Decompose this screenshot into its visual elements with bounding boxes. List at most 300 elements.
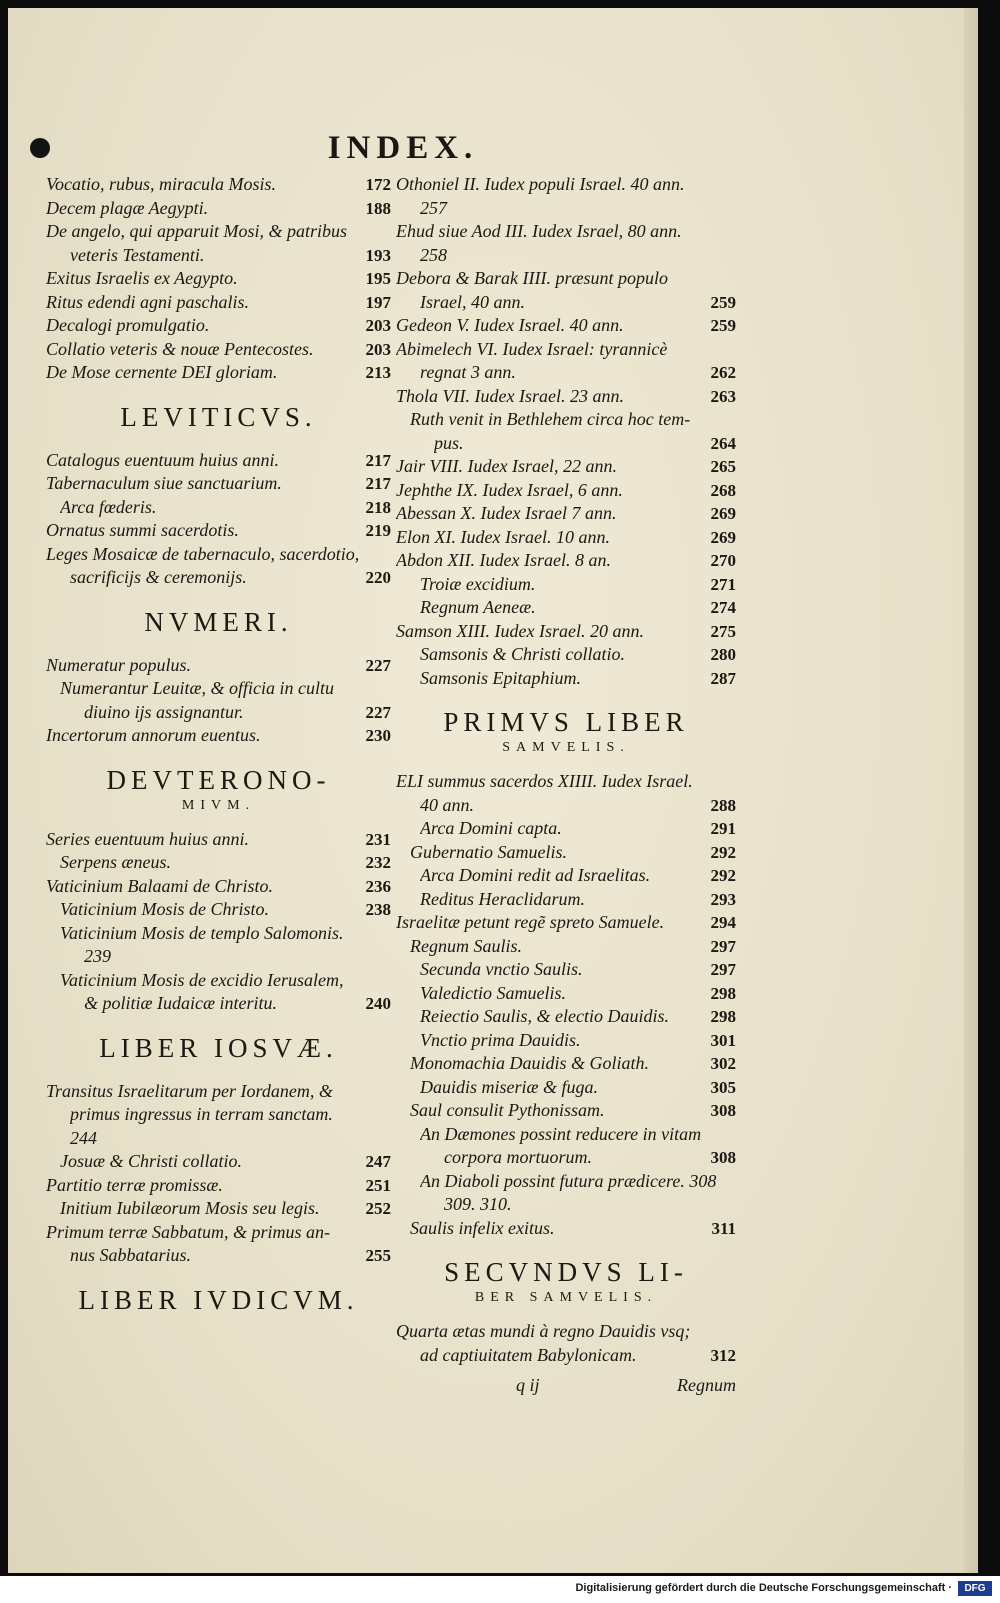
heading-samuel-1: PRIMVS LIBER — [443, 707, 689, 737]
index-entry — [46, 220, 391, 267]
entry-page: 294 — [710, 913, 736, 932]
entry-line — [396, 770, 736, 794]
heading-samuel-2-sub: BER SAMVELIS. — [474, 1290, 658, 1305]
entry-cont-page: 244 — [70, 1127, 97, 1148]
entry-text: Leges Mosaicæ de tabernaculo, sacerdotio, — [46, 543, 360, 564]
entry-line — [46, 220, 391, 244]
index-entry — [396, 620, 736, 644]
entry-line — [60, 1150, 391, 1174]
entry-line — [420, 667, 736, 691]
entry-text: Troiæ excidium. — [420, 573, 536, 594]
entry-cont-text: nus Sabbatarius. — [70, 1245, 192, 1265]
entry-continuation — [420, 1146, 736, 1170]
entry-text: Othoniel II. Iudex populi Israel. 40 ann. — [396, 174, 685, 194]
entry-text: Vaticinium Balaami de Christo. — [46, 875, 273, 896]
entry-page: 218 — [365, 497, 391, 517]
entry-line — [420, 982, 736, 1006]
entry-continuation — [46, 566, 391, 590]
entry-line — [46, 875, 391, 899]
entry-text: De Mose cernente DEI gloriam. — [46, 362, 278, 382]
entry-page: 232 — [365, 853, 391, 872]
signature-mark: q ij — [516, 1375, 540, 1395]
entry-line — [396, 620, 736, 644]
index-entry — [396, 173, 736, 220]
entry-page: 280 — [710, 645, 736, 664]
entry-line — [46, 449, 391, 473]
entry-line — [420, 1005, 736, 1029]
index-entry — [396, 1005, 736, 1029]
entry-text: Israelitæ petunt regẽ spreto Samuele. — [396, 912, 665, 932]
index-entry — [46, 496, 391, 520]
entry-line — [46, 291, 391, 315]
entry-line — [410, 1217, 736, 1241]
entry-page: 269 — [710, 527, 736, 547]
index-entry — [396, 314, 736, 338]
entry-text: Vaticinium Mosis de templo Salomonis. — [60, 922, 344, 943]
entry-page: 302 — [710, 1054, 736, 1073]
entry-line — [46, 173, 391, 197]
entry-line — [46, 1221, 391, 1245]
entry-continuation — [60, 945, 391, 969]
index-entry — [396, 455, 736, 479]
entry-page: 308 — [710, 1148, 736, 1167]
entry-page: 252 — [365, 1199, 391, 1218]
entry-page: 264 — [710, 433, 736, 453]
heading-numeri: NVMERI. — [144, 606, 293, 637]
entry-line — [396, 314, 736, 338]
entry-page: 220 — [365, 568, 391, 587]
entry-line — [396, 1320, 736, 1344]
entry-text: Valedictio Samuelis. — [420, 982, 566, 1003]
entry-page: 292 — [710, 866, 736, 885]
entry-line — [46, 338, 391, 362]
index-entry — [396, 864, 736, 888]
entry-text: Ruth venit in Bethlehem circa hoc tem- — [410, 409, 691, 429]
entry-line — [420, 864, 736, 888]
catchword: Regnum — [677, 1375, 736, 1395]
entry-text: Decem plagæ Aegypti. — [46, 197, 209, 218]
index-entry — [46, 472, 391, 496]
entry-line — [60, 677, 391, 701]
index-entry — [46, 173, 391, 197]
entry-page: 297 — [710, 960, 736, 979]
entry-line — [396, 455, 736, 479]
index-entry — [396, 549, 736, 573]
entry-cont-text: 40 ann. — [420, 794, 474, 815]
heading-samuel-2: SECVNDVS LI- — [444, 1257, 688, 1287]
entry-continuation — [396, 1344, 736, 1368]
index-entry — [396, 982, 736, 1006]
entry-page: 251 — [365, 1175, 391, 1195]
entry-page: 262 — [710, 363, 736, 382]
entry-line — [46, 519, 391, 543]
exodus-entries — [46, 173, 391, 385]
entry-line — [396, 220, 736, 244]
entry-text: Josuæ & Christi collatio. — [60, 1151, 243, 1171]
entry-text: Monomachia Dauidis & Goliath. — [410, 1053, 649, 1073]
entry-continuation — [46, 244, 391, 268]
entry-continuation — [396, 197, 736, 221]
entry-continuation — [396, 361, 736, 385]
index-entry — [46, 969, 391, 1016]
entry-page: 227 — [365, 702, 391, 722]
entry-line — [420, 643, 736, 667]
entry-line — [420, 573, 736, 597]
index-entry — [396, 1052, 736, 1076]
entry-text: Numeratur populus. — [46, 654, 192, 675]
heading-deuteronomium-sub: MIVM. — [181, 797, 256, 813]
deuteronomium-entries — [46, 828, 391, 1016]
entry-text: Saulis infelix exitus. — [410, 1217, 555, 1238]
entry-text: Catalogus euentuum huius anni. — [46, 449, 279, 470]
index-entry — [396, 479, 736, 503]
entry-cont-text: ad captiuitatem Babylonicam. — [420, 1344, 637, 1365]
entry-text: Samson XIII. Iudex Israel. 20 ann. — [396, 620, 644, 641]
entry-page: 308 — [710, 1101, 736, 1120]
entry-page: 293 — [710, 889, 736, 909]
entry-text: Secunda vnctio Saulis. — [420, 959, 583, 979]
entry-continuation — [60, 701, 391, 725]
right-column — [396, 173, 736, 1396]
index-entry — [46, 1080, 391, 1151]
index-entry — [396, 643, 736, 667]
index-entry — [396, 958, 736, 982]
entry-line — [396, 385, 736, 409]
entry-line — [420, 1170, 736, 1194]
footer-credit: Digitalisierung gefördert durch die Deutsche Forschungsgemeinschaft · — [575, 1582, 952, 1594]
entry-text: Gedeon V. Iudex Israel. 40 ann. — [396, 315, 624, 335]
entry-page: 259 — [710, 292, 736, 312]
index-entry — [396, 596, 736, 620]
entry-continuation — [420, 1193, 736, 1217]
index-entry — [396, 1170, 736, 1217]
numeri-entries — [46, 654, 391, 748]
entry-page: 217 — [365, 450, 391, 470]
index-entry — [46, 1150, 391, 1174]
entry-page: 265 — [710, 457, 736, 476]
entry-line — [46, 267, 391, 291]
entry-text: Ritus edendi agni paschalis. — [46, 291, 249, 312]
entry-line — [60, 496, 391, 520]
entry-text: Arca Domini capta. — [420, 818, 562, 838]
entry-page: 292 — [710, 842, 736, 862]
index-entry — [46, 898, 391, 922]
entry-text: Arca fœderis. — [60, 496, 157, 517]
entry-cont-text: regnat 3 ann. — [420, 362, 516, 382]
index-entry — [396, 1320, 736, 1367]
entry-cont-text: 239 — [84, 946, 111, 966]
index-entry — [46, 1197, 391, 1221]
entry-text: Abessan X. Iudex Israel 7 ann. — [396, 503, 617, 523]
entry-page: 227 — [365, 655, 391, 675]
index-entry — [396, 1123, 736, 1170]
book-page — [8, 8, 978, 1573]
entry-page: 213 — [365, 363, 391, 382]
entry-line — [60, 922, 391, 946]
entry-page: 263 — [710, 386, 736, 406]
samuel-2-entries — [396, 1320, 736, 1367]
entry-page: 275 — [710, 621, 736, 641]
entry-page: 230 — [365, 726, 391, 745]
entry-line — [60, 969, 391, 993]
entry-page: 238 — [365, 900, 391, 919]
entry-text: De angelo, qui apparuit Mosi, & patribus — [46, 221, 347, 241]
entry-page: 298 — [710, 1007, 736, 1026]
index-entry — [396, 1099, 736, 1123]
index-entry — [46, 1221, 391, 1268]
entry-cont-text: primus ingressus in terram sanctam. — [70, 1104, 333, 1124]
entry-continuation — [396, 794, 736, 818]
footer-bar — [0, 1576, 1000, 1603]
entry-line — [60, 1197, 391, 1221]
entry-text: Saul consulit Pythonissam. — [410, 1100, 605, 1120]
entry-line — [46, 314, 391, 338]
index-entry — [46, 677, 391, 724]
index-entry — [46, 875, 391, 899]
entry-line — [420, 1029, 736, 1053]
entry-page: 268 — [710, 480, 736, 500]
page-foot — [396, 1375, 736, 1396]
index-entry — [396, 502, 736, 526]
index-entry — [46, 851, 391, 875]
page-edge — [964, 8, 978, 1573]
entry-continuation — [410, 432, 736, 456]
entry-page: 301 — [710, 1030, 736, 1050]
entry-cont-text: 258 — [420, 244, 447, 265]
entry-text: Primum terræ Sabbatum, & primus an- — [46, 1221, 331, 1242]
dfg-logo: DFG — [958, 1581, 992, 1596]
entry-text: An Diaboli possint futura prædicere. 308 — [420, 1170, 717, 1191]
entry-text: Series euentuum huius anni. — [46, 828, 249, 849]
entry-line — [420, 1076, 736, 1100]
entry-text: Vaticinium Mosis de excidio Ierusalem, — [60, 969, 344, 990]
entry-text: Exitus Israelis ex Aegypto. — [46, 268, 238, 288]
entry-text: Vaticinium Mosis de Christo. — [60, 899, 270, 919]
index-entry — [396, 385, 736, 409]
entry-page: 291 — [710, 819, 736, 838]
index-entry — [396, 526, 736, 550]
entry-line — [420, 888, 736, 912]
entry-text: Arca Domini redit ad Israelitas. — [420, 865, 651, 885]
index-entry — [46, 828, 391, 852]
entry-line — [410, 1052, 736, 1076]
iosuae-entries — [46, 1080, 391, 1268]
entry-page: 255 — [365, 1246, 391, 1265]
index-entry — [46, 519, 391, 543]
entry-cont-text: corpora mortuorum. — [444, 1147, 593, 1167]
entry-line — [60, 898, 391, 922]
entry-continuation — [396, 244, 736, 268]
entry-page: 287 — [710, 668, 736, 688]
entry-cont-text: Israel, 40 ann. — [420, 291, 525, 312]
index-entry — [46, 291, 391, 315]
index-entry — [46, 449, 391, 473]
index-entry — [46, 314, 391, 338]
entry-page: 195 — [365, 269, 391, 288]
index-entry — [396, 1029, 736, 1053]
entry-page: 236 — [365, 876, 391, 896]
index-entry — [46, 922, 391, 969]
entry-page: 311 — [711, 1218, 736, 1238]
entry-text: Collatio veteris & nouæ Pentecostes. — [46, 338, 314, 359]
left-column — [46, 173, 391, 1332]
entry-text: Debora & Barak IIII. præsunt populo — [396, 268, 668, 288]
index-entry — [46, 654, 391, 678]
samuel-1-entries — [396, 770, 736, 1240]
entry-text: Regnum Aeneæ. — [420, 597, 536, 617]
entry-text: Vnctio prima Dauidis. — [420, 1029, 581, 1050]
index-entry — [396, 220, 736, 267]
entry-page: 240 — [365, 994, 391, 1013]
entry-text: Regnum Saulis. — [410, 935, 522, 956]
entry-line — [396, 479, 736, 503]
entry-text: Ehud siue Aod III. Iudex Israel, 80 ann. — [396, 221, 682, 241]
entry-page: 188 — [365, 198, 391, 218]
entry-line — [46, 543, 391, 567]
index-entry — [396, 817, 736, 841]
index-entry — [46, 1174, 391, 1198]
entry-text: Incertorum annorum euentus. — [46, 725, 261, 745]
entry-text: Samsonis & Christi collatio. — [420, 644, 626, 664]
entry-line — [420, 958, 736, 982]
entry-text: Thola VII. Iudex Israel. 23 ann. — [396, 385, 624, 406]
entry-text: Ornatus summi sacerdotis. — [46, 520, 239, 540]
entry-line — [46, 1080, 391, 1104]
entry-page: 193 — [365, 245, 391, 265]
iudicum-entries — [396, 173, 736, 690]
entry-cont-text: sacrificijs & ceremonijs. — [70, 567, 247, 587]
entry-line — [410, 935, 736, 959]
entry-text: Dauidis miseriæ & fuga. — [420, 1076, 599, 1097]
index-entry — [396, 1076, 736, 1100]
heading-iosuae: LIBER IOSVÆ. — [99, 1032, 338, 1063]
heading-samuel-1-sub: SAMVELIS. — [502, 740, 630, 755]
entry-page: 288 — [710, 795, 736, 815]
entry-text: An Dæmones possint reducere in vitam — [420, 1123, 702, 1144]
entry-page: 217 — [365, 474, 391, 493]
page-title: INDEX. — [327, 130, 479, 166]
index-entry — [396, 888, 736, 912]
entry-cont-text: veteris Testamenti. — [70, 244, 205, 265]
entry-line — [46, 654, 391, 678]
heading-leviticus: LEVITICVS. — [120, 401, 317, 432]
entry-line — [396, 911, 736, 935]
entry-text: Jephthe IX. Iudex Israel, 6 ann. — [396, 479, 623, 500]
entry-line — [396, 502, 736, 526]
index-entry — [396, 911, 736, 935]
entry-continuation — [396, 291, 736, 315]
entry-line — [46, 1174, 391, 1198]
index-entry — [396, 338, 736, 385]
index-entry — [46, 724, 391, 748]
entry-page: 270 — [710, 551, 736, 570]
entry-page: 172 — [365, 175, 391, 194]
index-entry — [396, 935, 736, 959]
index-entry — [396, 667, 736, 691]
entry-cont-text: diuino ijs assignantur. — [84, 701, 244, 722]
entry-text: Serpens æneus. — [60, 852, 171, 872]
entry-page: 274 — [710, 598, 736, 617]
entry-line — [396, 173, 736, 197]
index-entry — [396, 770, 736, 817]
heading-deuteronomium: DEVTERONO- — [106, 764, 331, 795]
index-entry — [396, 573, 736, 597]
entry-text: Vocatio, rubus, miracula Mosis. — [46, 174, 277, 194]
entry-line — [46, 361, 391, 385]
entry-continuation — [60, 992, 391, 1016]
entry-line — [396, 549, 736, 573]
entry-text: Partitio terræ promissæ. — [46, 1174, 223, 1195]
entry-text: Samsonis Epitaphium. — [420, 667, 582, 688]
entry-page: 203 — [365, 339, 391, 359]
index-entry — [46, 543, 391, 590]
index-entry — [396, 841, 736, 865]
entry-cont-text: & politiæ Iudaicæ interitu. — [84, 993, 277, 1013]
entry-page: 298 — [710, 983, 736, 1003]
index-entry — [396, 1217, 736, 1241]
index-entry — [46, 361, 391, 385]
entry-text: Elon XI. Iudex Israel. 10 ann. — [396, 526, 610, 547]
entry-page: 269 — [710, 504, 736, 523]
entry-text: Transitus Israelitarum per Iordanem, & — [46, 1080, 333, 1101]
entry-line — [46, 828, 391, 852]
entry-text: Reditus Heraclidarum. — [420, 888, 585, 909]
entry-line — [420, 817, 736, 841]
entry-page: 271 — [710, 574, 736, 594]
entry-page: 231 — [365, 829, 391, 849]
entry-page: 203 — [365, 316, 391, 335]
entry-line — [410, 408, 736, 432]
entry-continuation — [46, 1103, 391, 1127]
entry-page: 219 — [365, 521, 391, 540]
entry-line — [396, 338, 736, 362]
entry-page: 259 — [710, 316, 736, 335]
entry-text: Abimelech VI. Iudex Israel: tyrannicè — [396, 338, 668, 359]
entry-text: Abdon XII. Iudex Israel. 8 an. — [396, 550, 611, 570]
entry-text: Reiectio Saulis, & electio Dauidis. — [420, 1006, 669, 1026]
entry-text: Quarta ætas mundi à regno Dauidis vsq; — [396, 1321, 691, 1341]
entry-page: 305 — [710, 1077, 736, 1097]
entry-line — [396, 267, 736, 291]
entry-line — [46, 197, 391, 221]
entry-line — [396, 526, 736, 550]
entry-text: Decalogi promulgatio. — [46, 315, 210, 335]
entry-page: 312 — [710, 1345, 736, 1365]
entry-line — [410, 841, 736, 865]
entry-line — [420, 1123, 736, 1147]
entry-text: ELI summus sacerdos XIIII. Iudex Israel. — [396, 771, 693, 791]
entry-continuation — [46, 1244, 391, 1268]
entry-text: Initium Iubilæorum Mosis seu legis. — [60, 1198, 320, 1218]
heading-iudicum: LIBER IVDICVM. — [78, 1284, 359, 1315]
entry-cont-text: pus. — [434, 432, 464, 453]
entry-text: Tabernaculum siue sanctuarium. — [46, 473, 282, 493]
entry-text: Numerantur Leuitæ, & officia in cultu — [60, 678, 334, 698]
index-entry — [46, 197, 391, 221]
entry-line — [46, 472, 391, 496]
entry-page: 197 — [365, 292, 391, 312]
entry-text: Gubernatio Samuelis. — [410, 841, 567, 862]
entry-page: 247 — [365, 1152, 391, 1171]
entry-text: Jair VIII. Iudex Israel, 22 ann. — [396, 456, 617, 476]
entry-cont-text: 257 — [420, 197, 447, 218]
index-entry — [396, 267, 736, 314]
leviticus-entries — [46, 449, 391, 590]
index-entry — [396, 408, 736, 455]
entry-cont-text: 309. 310. — [444, 1194, 512, 1214]
entry-page: 297 — [710, 936, 736, 956]
index-entry — [46, 338, 391, 362]
